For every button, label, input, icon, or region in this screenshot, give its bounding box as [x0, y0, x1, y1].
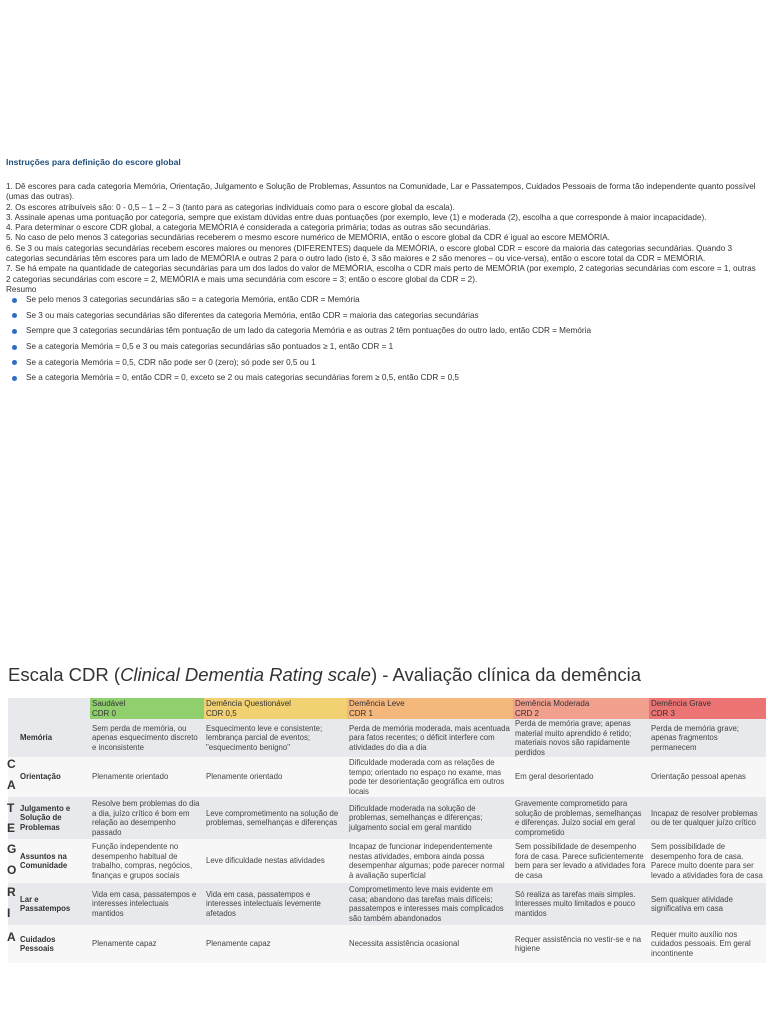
cdr-table — [8, 698, 766, 963]
instructions-title: Instruções para definição do escore global — [6, 157, 181, 167]
table-cell: Plenamente orientado — [204, 757, 347, 797]
resumo-item-text: Sempre que 3 categorias secundárias têm pontuação de um lado da categoria Memória e as outras 2 têm pontuações do outro lado, então CDR = Memória — [26, 326, 592, 336]
resumo-item — [12, 373, 762, 389]
column-header-cdr3 — [649, 698, 766, 719]
resumo-item — [12, 342, 762, 358]
category-letter: C — [7, 757, 16, 771]
category-letter: A — [7, 778, 16, 792]
column-header-code: CDR 0 — [92, 708, 117, 718]
table-cell: Dificuldade moderada na solução de problemas, semelhanças e diferenças; julgamento social em geral mantido — [347, 797, 513, 839]
category-letter: A — [7, 930, 16, 944]
column-header-code: CDR 3 — [651, 708, 676, 718]
column-header-code: CDR 0,5 — [206, 708, 237, 718]
row-label-text: Assuntos na Comunidade — [20, 851, 68, 870]
resumo-item-text: Se a categoria Memória = 0,5, CDR não pode ser 0 (zero); só pode ser 0,5 ou 1 — [26, 357, 316, 367]
table-cell: Plenamente capaz — [90, 925, 204, 963]
column-header-cdr1 — [347, 698, 513, 719]
table-cell: Gravemente comprometido para solução de problemas, semelhanças e diferenças. Juízo social em geral comprometido — [513, 797, 649, 839]
row-label-text: Julgamento e Solução de Problemas — [20, 803, 71, 832]
resumo-item — [12, 311, 762, 327]
table-cell: Leve dificuldade nestas atividades — [204, 839, 347, 883]
row-label-text: Memória — [20, 733, 53, 743]
table-cell: Plenamente orientado — [90, 757, 204, 797]
resumo-list — [6, 295, 762, 389]
table-cell: Orientação pessoal apenas — [649, 757, 766, 797]
cdr-title-prefix: Escala CDR ( — [8, 664, 121, 685]
resumo-item-text: Se a categoria Memória = 0,5 e 3 ou mais categorias secundárias são pontuados ≥ 1, então CDR = 1 — [26, 342, 394, 352]
table-cell: Perda de memória grave; apenas fragmentos permanecem — [649, 719, 766, 757]
row-label-lar — [8, 883, 90, 925]
bullet-icon — [12, 298, 17, 303]
table-cell: Resolve bem problemas do dia a dia, juízo crítico é bom em relação ao desempenho passado — [90, 797, 204, 839]
table-cell: Em geral desorientado — [513, 757, 649, 797]
table-cell: Necessita assistência ocasional — [347, 925, 513, 963]
table-cell: Sem qualquer atividade significativa em casa — [649, 883, 766, 925]
resumo-item — [12, 358, 762, 374]
column-header-name: Demência Questionável — [206, 699, 291, 708]
row-label-cuidados — [8, 925, 90, 963]
table-cell: Incapaz de funcionar independentemente nestas atividades, embora ainda possa desempenhar algumas; pode parecer normal à avaliação superficial — [347, 839, 513, 883]
column-header-name: Demência Grave — [651, 699, 712, 708]
instructions-list — [6, 182, 762, 285]
row-label-memoria — [8, 719, 90, 757]
column-header-cdr2 — [513, 698, 649, 719]
instruction-item: 7. Se há empate na quantidade de categorias secundárias para um dos lados do valor de MEMÓRIA, escolha o CDR mais perto de MEMÓRIA (por exemplo, 2 categorias secundárias com escore = 1, outras 2 categorias secundárias com escore = 2, MEMÓRIA e mais uma secundária com escore = 3; então o escore global da CDR = 2). — [6, 264, 756, 284]
column-header-cdr05 — [204, 698, 347, 719]
column-header-name: Demência Leve — [349, 699, 405, 708]
instruction-item: 5. No caso de pelo menos 3 categorias secundárias receberem o mesmo escore numérico de MEMÓRIA, então o escore global da CDR é igual ao escore MEMÓRIA. — [6, 233, 610, 243]
row-label-text: Lar e Passatempos — [20, 894, 71, 913]
table-cell: Comprometimento leve mais evidente em casa; abandono das tarefas mais difíceis; passatempos e interesses mais complicados são também abandonados — [347, 883, 513, 925]
category-letter: I — [7, 906, 11, 920]
bullet-icon — [12, 345, 17, 350]
instruction-item: 1. Dê escores para cada categoria Memória, Orientação, Julgamento e Solução de Problemas, Assuntos na Comunidade, Lar e Passatempos, Cuidados Pessoais de forma tão independente quanto possível (umas das outras). — [6, 182, 756, 202]
resumo-item-text: Se 3 ou mais categorias secundárias são diferentes da categoria Memória, então CDR = maioria das categorias secundárias — [26, 310, 479, 320]
row-label-julgamento — [8, 797, 90, 839]
category-letter: O — [7, 863, 17, 877]
resumo-item-text: Se pelo menos 3 categorias secundárias são = a categoria Memória, então CDR = Memória — [26, 295, 360, 305]
category-letter: G — [7, 842, 17, 856]
column-header-name: Saudável — [92, 699, 126, 708]
table-cell: Plenamente capaz — [204, 925, 347, 963]
column-header-code: CDR 1 — [349, 708, 374, 718]
resumo-item-text: Se a categoria Memória = 0, então CDR = 0, exceto se 2 ou mais categorias secundárias forem ≥ 0,5, então CDR = 0,5 — [26, 373, 459, 383]
header-corner — [8, 698, 90, 719]
table-cell: Vida em casa, passatempos e interesses intelectuais mantidos — [90, 883, 204, 925]
bullet-icon — [12, 329, 17, 334]
table-cell: Incapaz de resolver problemas ou de ter qualquer juízo crítico — [649, 797, 766, 839]
category-letter: R — [7, 885, 16, 899]
bullet-icon — [12, 313, 17, 318]
instructions-section — [6, 157, 762, 389]
resumo-label: Resumo — [6, 284, 37, 294]
table-cell: Sem possibilidade de desempenho fora de casa. Parece muito doente para ser levado a atividades fora de casa — [649, 839, 766, 883]
table-cell: Função independente no desempenho habitual de trabalho, compras, negócios, finanças e grupos sociais — [90, 839, 204, 883]
resumo-item — [12, 295, 762, 311]
table-cell: Requer assistência no vestir-se e na higiene — [513, 925, 649, 963]
table-cell: Sem possibilidade de desempenho fora de casa. Parece suficientemente bem para ser levado a atividades fora de casa — [513, 839, 649, 883]
cdr-title — [8, 664, 641, 686]
table-cell: Dificuldade moderada com as relações de tempo; orientado no espaço no exame, mas pode ter desorientação geográfica em outros locais — [347, 757, 513, 797]
table-cell: Perda de memória grave; apenas material muito aprendido é retido; materiais novos são rapidamente perdidos — [513, 719, 649, 757]
cdr-title-suffix: ) - Avaliação clínica da demência — [370, 664, 642, 685]
category-letter: T — [7, 801, 15, 815]
row-label-orientacao — [8, 757, 90, 797]
resumo-item — [12, 326, 762, 342]
table-cell: Esquecimento leve e consistente; lembrança parcial de eventos; "esquecimento benigno" — [204, 719, 347, 757]
table-cell: Sem perda de memória, ou apenas esquecimento discreto e inconsistente — [90, 719, 204, 757]
category-letter: E — [7, 821, 16, 835]
table-cell: Só realiza as tarefas mais simples. Interesses muito limitados e pouco mantidos — [513, 883, 649, 925]
cdr-title-italic: Clinical Dementia Rating scale — [120, 664, 371, 685]
table-cell: Perda de memória moderada, mais acentuada para fatos recentes; o déficit interfere com atividades do dia a dia — [347, 719, 513, 757]
bullet-icon — [12, 376, 17, 381]
instruction-item: 4. Para determinar o escore CDR global, a categoria MEMÓRIA é considerada a categoria primária; todas as outras são secundárias. — [6, 223, 491, 233]
column-header-cdr0 — [90, 698, 204, 719]
table-cell: Leve comprometimento na solução de problemas, semelhanças e diferenças — [204, 797, 347, 839]
table-cell: Vida em casa, passatempos e interesses intelectuais levemente afetados — [204, 883, 347, 925]
instruction-item: 6. Se 3 ou mais categorias secundárias recebem escores maiores ou menores (DIFERENTES) daquele da MEMÓRIA, o escore global CDR = escore da maioria das categorias secundárias. Quando 3 categorias secundárias têm escores para um lado de MEMÓRIA e outras 2 para o outro lado (isto é, 3 são maiores e 2 são menores – ou vice-versa), então o escore total da CDR = MEMÓRIA. — [6, 243, 733, 264]
table-cell: Requer muito auxílio nos cuidados pessoais. Em geral incontinente — [649, 925, 766, 963]
row-label-text: Cuidados Pessoais — [20, 934, 56, 953]
instruction-item: 2. Os escores atribuíveis são: 0 - 0,5 – 1 – 2 – 3 (tanto para as categorias individuais como para o escore global da escala). — [6, 202, 455, 212]
row-label-text: Orientação — [20, 772, 61, 782]
column-header-name: Demência Moderada — [515, 699, 590, 708]
column-header-code: CRD 2 — [515, 708, 540, 718]
row-label-comunidade — [8, 839, 90, 883]
instruction-item: 3. Assinale apenas uma pontuação por categoria, sempre que existam dúvidas entre duas pontuações (por exemplo, leve (1) e moderada (2), escolha a que corresponde à maior incapacidade). — [6, 212, 707, 222]
bullet-icon — [12, 360, 17, 365]
